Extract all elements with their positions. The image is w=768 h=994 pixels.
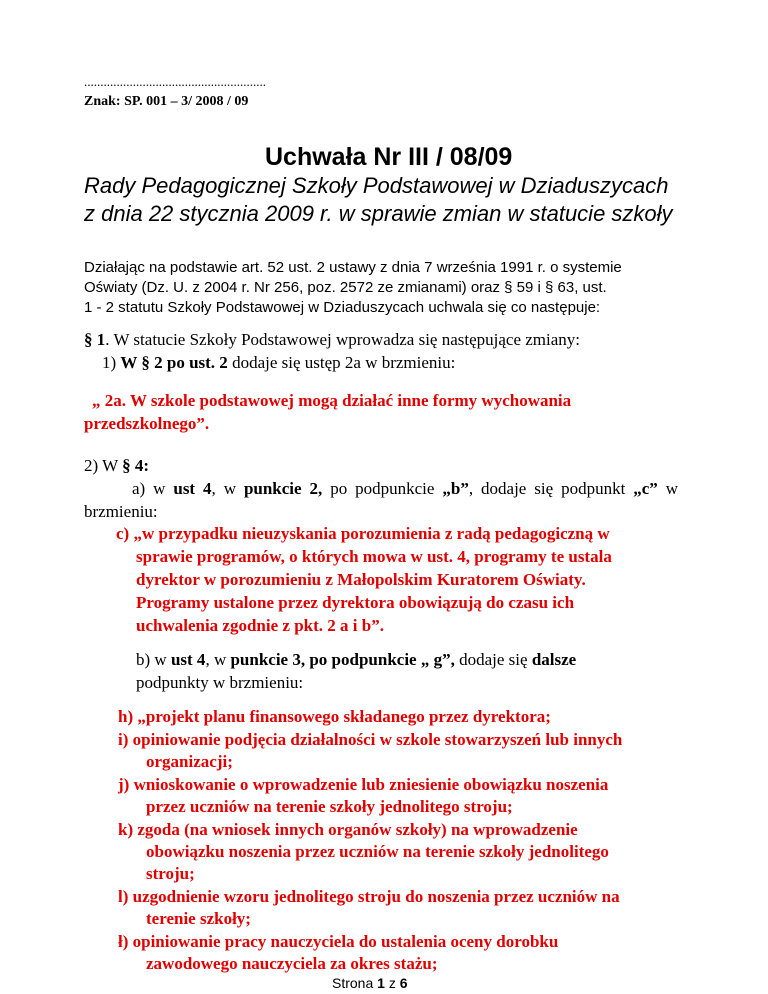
point-a-line xyxy=(132,479,678,499)
signature-dots: ........................................................ xyxy=(84,74,266,89)
section-1-heading xyxy=(84,330,580,350)
list-item-j: j) wnioskowanie o wprowadzenie lub zniesienie obowiązku noszenia xyxy=(118,775,609,794)
point-c-line-1: c) „w przypadku nieuzyskania porozumienia z radą pedagogiczną w xyxy=(116,524,610,543)
text-segment: , w xyxy=(205,650,231,669)
point-c-line-2: sprawie programów, o których mowa w ust. 4, programy te ustala xyxy=(136,547,612,566)
section-1-text: . W statucie Szkoły Podstawowej wprowadza się następujące zmiany: xyxy=(105,330,581,349)
list-item-i-cont: organizacji; xyxy=(146,752,233,771)
quote-line-1: „ 2a. W szkole podstawowej mogą działać inne formy wychowania xyxy=(92,391,572,410)
section-1-item-1 xyxy=(102,353,455,373)
section-2-number: 2) W xyxy=(84,456,123,475)
text-segment: , w xyxy=(211,479,244,498)
page-title: Uchwała Nr III / 08/09 xyxy=(265,143,513,171)
footer-separator: z xyxy=(384,975,400,991)
point-b-continuation: podpunkty w brzmieniu: xyxy=(136,673,304,692)
point-b-line xyxy=(136,650,576,670)
list-item-l-cont: terenie szkoły; xyxy=(146,909,251,928)
section-1-mark: § 1 xyxy=(84,330,106,349)
section-2-heading xyxy=(84,456,149,476)
bold-segment: „b” xyxy=(442,479,469,498)
list-item-j-cont: przez uczniów na terenie szkoły jednolitego stroju; xyxy=(146,797,513,816)
list-item-k: k) zgoda (na wniosek innych organów szkoły) na wprowadzenie xyxy=(118,820,578,839)
bold-segment: punkcie 3, po podpunkcie „ g”, xyxy=(230,650,455,669)
point-c-line-3: dyrektor w porozumieniu z Małopolskim Kuratorem Oświaty. xyxy=(136,570,586,589)
footer-prefix: Strona xyxy=(332,975,378,991)
document-reference: Znak: SP. 001 – 3/ 2008 / 09 xyxy=(84,94,249,109)
text-segment: a) w xyxy=(132,479,174,498)
bold-segment: punkcie 2, xyxy=(243,479,323,498)
list-item-k-cont-1: obowiązku noszenia przez uczniów na terenie szkoły jednolitego xyxy=(146,842,609,861)
text-segment: w xyxy=(657,479,679,498)
quote-line-2: przedszkolnego”. xyxy=(84,414,210,433)
subtitle-line-1: Rady Pedagogicznej Szkoły Podstawowej w Dziaduszycach xyxy=(84,173,669,198)
intro-line-2: Oświaty (Dz. U. z 2004 r. Nr 256, poz. 2572 ze zmianami) oraz § 59 i § 63, ust. xyxy=(84,279,607,296)
page-total: 6 xyxy=(399,975,408,991)
text-segment: dodaje się xyxy=(454,650,532,669)
item-reference: W § 2 po ust. 2 xyxy=(120,353,228,372)
intro-line-1: Działając na podstawie art. 52 ust. 2 ustawy z dnia 7 września 1991 r. o systemie xyxy=(84,259,622,276)
list-item-i: i) opiniowanie podjęcia działalności w szkole stowarzyszeń lub innych xyxy=(118,730,623,749)
item-number: 1) xyxy=(102,353,117,372)
text-segment: b) w xyxy=(136,650,171,669)
section-2-ref: § 4: xyxy=(122,456,150,475)
point-c-line-5: uchwalenia zgodnie z pkt. 2 a i b”. xyxy=(136,616,384,635)
bold-segment: ust 4 xyxy=(173,479,212,498)
text-segment: po podpunkcie xyxy=(322,479,443,498)
bold-segment: dalsze xyxy=(531,650,577,669)
bold-segment: „c” xyxy=(633,479,658,498)
item-text: dodaje się ustęp 2a w brzmieniu: xyxy=(227,353,456,372)
list-item-k-cont-2: stroju; xyxy=(146,864,195,883)
intro-line-3: 1 - 2 statutu Szkoły Podstawowej w Dziaduszycach uchwala się co następuje: xyxy=(84,299,601,316)
text-segment: , dodaje się podpunkt xyxy=(468,479,634,498)
subtitle-line-2: z dnia 22 stycznia 2009 r. w sprawie zmian w statucie szkoły xyxy=(84,201,673,226)
list-item-l: l) uzgodnienie wzoru jednolitego stroju do noszenia przez uczniów na xyxy=(118,887,620,906)
point-a-continuation: brzmieniu: xyxy=(84,502,158,521)
bold-segment: ust 4 xyxy=(170,650,206,669)
point-c-line-4: Programy ustalone przez dyrektora obowiązują do czasu ich xyxy=(136,593,575,612)
page-number: 1 xyxy=(377,975,385,991)
list-item-l-stroke: ł) opiniowanie pracy nauczyciela do ustalenia oceny dorobku xyxy=(118,932,559,951)
list-item-l-stroke-cont: zawodowego nauczyciela za okres stażu; xyxy=(146,954,438,973)
page-footer xyxy=(332,975,408,991)
list-item-h: h) „projekt planu finansowego składanego przez dyrektora; xyxy=(118,707,551,726)
